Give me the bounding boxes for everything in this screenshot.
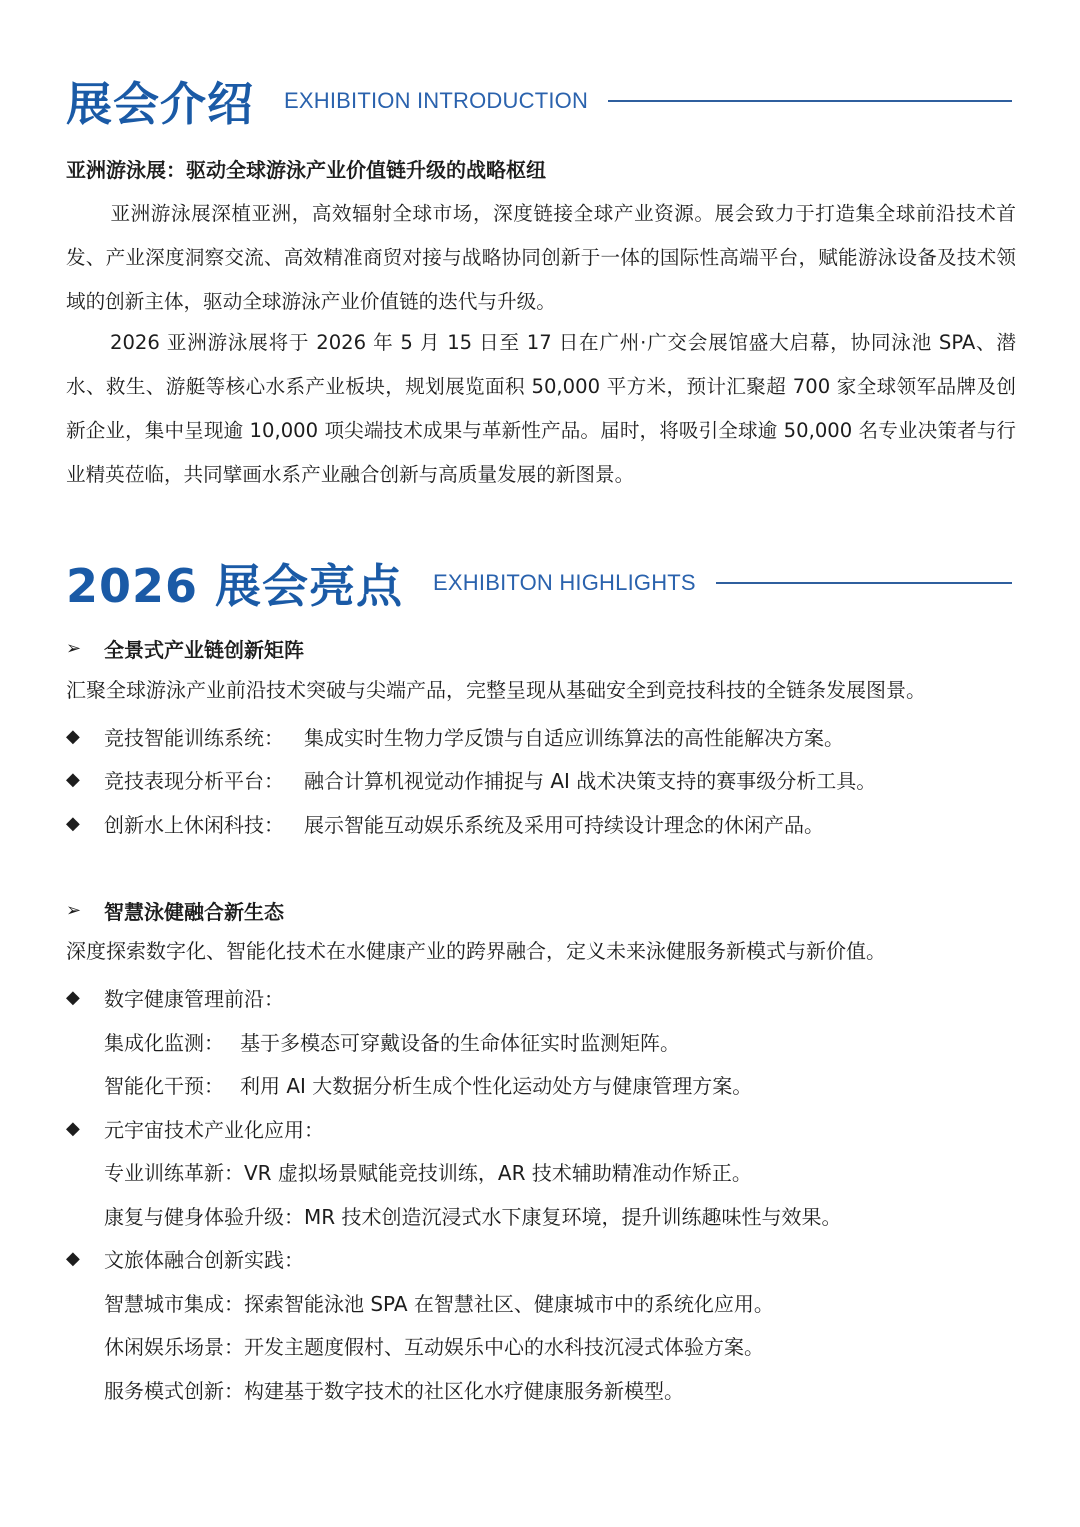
sub-text: 利用 AI 大数据分析生成个性化运动处方与健康管理方案。 (240, 1074, 753, 1098)
intro-paragraph-1-text: 亚洲游泳展深植亚洲，高效辐射全球市场，深度链接全球产业资源。展会致力于打造集全球前沿技术首发、产业深度洞察交流、高效精准商贸对接与战略协同创新于一体的国际性高端平台，赋能游泳设备及技术领域的创新主体，驱动全球游泳产业价值链的迭代与升级。 (66, 202, 1016, 313)
group-title-text: 元宇宙技术产业化应用： (104, 1118, 324, 1142)
sub-label: 集成化监测： (104, 1031, 224, 1055)
sub-text: VR 虚拟场景赋能竞技训练，AR 技术辅助精准动作矫正。 (244, 1161, 752, 1185)
sub-text: 构建基于数字技术的社区化水疗健康服务新模型。 (244, 1379, 684, 1403)
sub-item (104, 1157, 752, 1186)
arrow-bullet-icon: ➢ (66, 900, 82, 921)
block2-description: 深度探索数字化、智能化技术在水健康产业的跨界融合，定义未来泳健服务新模式与新价值。 (66, 939, 886, 963)
item-label: 竞技表现分析平台： (104, 769, 284, 793)
sub-item (104, 1201, 842, 1230)
sub-label: 专业训练革新： (104, 1161, 244, 1185)
intro-paragraph-2-text: 2026 亚洲游泳展将于 2026 年 5 月 15 日至 17 日在广州·广交会展馆盛大启幕，协同泳池 SPA、潜水、救生、游艇等核心水系产业板块，规划展览面积 50,000 平方米，预计汇聚超 700 家全球领军品牌及创新企业，集中呈现逾 10,000 项尖端技术成果与革新性产品。届时，将吸引全球逾 50,000 名专业决策者与行业精英莅临，共同擘画水系产业融合创新与高质量发展的新图景。 (66, 331, 1016, 486)
item-text: 集成实时生物力学反馈与自适应训练算法的高性能解决方案。 (304, 726, 844, 750)
sub-item (104, 1027, 680, 1056)
sub-label: 智慧城市集成： (104, 1292, 244, 1316)
diamond-bullet-icon: ◆ (66, 1248, 80, 1269)
group-title (66, 983, 284, 1012)
block2-heading (66, 896, 284, 925)
group-title-text: 文旅体融合创新实践： (104, 1248, 304, 1272)
item-text: 展示智能互动娱乐系统及采用可持续设计理念的休闲产品。 (304, 813, 824, 837)
diamond-bullet-icon: ◆ (66, 726, 80, 747)
intro-subtitle: 亚洲游泳展：驱动全球游泳产业价值链升级的战略枢纽 (66, 158, 546, 182)
group-title-text: 数字健康管理前沿： (104, 987, 284, 1011)
item-text: 融合计算机视觉动作捕捉与 AI 战术决策支持的赛事级分析工具。 (304, 769, 877, 793)
sub-label: 康复与健身体验升级： (104, 1205, 304, 1229)
group-title (66, 1244, 304, 1273)
diamond-bullet-icon: ◆ (66, 987, 80, 1008)
group-title (66, 1114, 324, 1143)
sub-label: 智能化干预： (104, 1074, 224, 1098)
highlights-header (66, 550, 1012, 616)
list-item (66, 722, 844, 751)
sub-text: 基于多模态可穿戴设备的生命体征实时监测矩阵。 (240, 1031, 680, 1055)
highlights-title: 2026 展会亮点 (66, 559, 404, 613)
list-item (66, 809, 824, 838)
highlights-title-en: EXHIBITON HIGHLIGHTS (433, 570, 696, 595)
diamond-bullet-icon: ◆ (66, 1118, 80, 1139)
diamond-bullet-icon: ◆ (66, 813, 80, 834)
intro-header (66, 68, 1012, 134)
sub-label: 服务模式创新： (104, 1379, 244, 1403)
sub-text: MR 技术创造沉浸式水下康复环境，提升训练趣味性与效果。 (304, 1205, 842, 1229)
intro-paragraph-2 (66, 321, 1016, 497)
item-label: 创新水上休闲科技： (104, 813, 284, 837)
sub-text: 开发主题度假村、互动娱乐中心的水科技沉浸式体验方案。 (244, 1335, 764, 1359)
item-label: 竞技智能训练系统： (104, 726, 284, 750)
list-item (66, 765, 876, 794)
intro-title: 展会介绍 (66, 77, 254, 131)
block2-heading-text: 智慧泳健融合新生态 (104, 900, 284, 924)
intro-title-en: EXHIBITION INTRODUCTION (284, 88, 589, 113)
intro-divider (608, 100, 1012, 102)
sub-item (104, 1288, 774, 1317)
diamond-bullet-icon: ◆ (66, 769, 80, 790)
block1-heading-text: 全景式产业链创新矩阵 (104, 638, 304, 662)
sub-item (104, 1375, 684, 1404)
sub-item (104, 1070, 752, 1099)
block1-heading (66, 634, 304, 663)
sub-item (104, 1331, 764, 1360)
arrow-bullet-icon: ➢ (66, 638, 82, 659)
sub-text: 探索智能泳池 SPA 在智慧社区、健康城市中的系统化应用。 (244, 1292, 774, 1316)
block1-description: 汇聚全球游泳产业前沿技术突破与尖端产品，完整呈现从基础安全到竞技科技的全链条发展图景。 (66, 678, 926, 702)
intro-paragraph-1 (66, 192, 1016, 324)
highlights-divider (716, 582, 1012, 584)
sub-label: 休闲娱乐场景： (104, 1335, 244, 1359)
